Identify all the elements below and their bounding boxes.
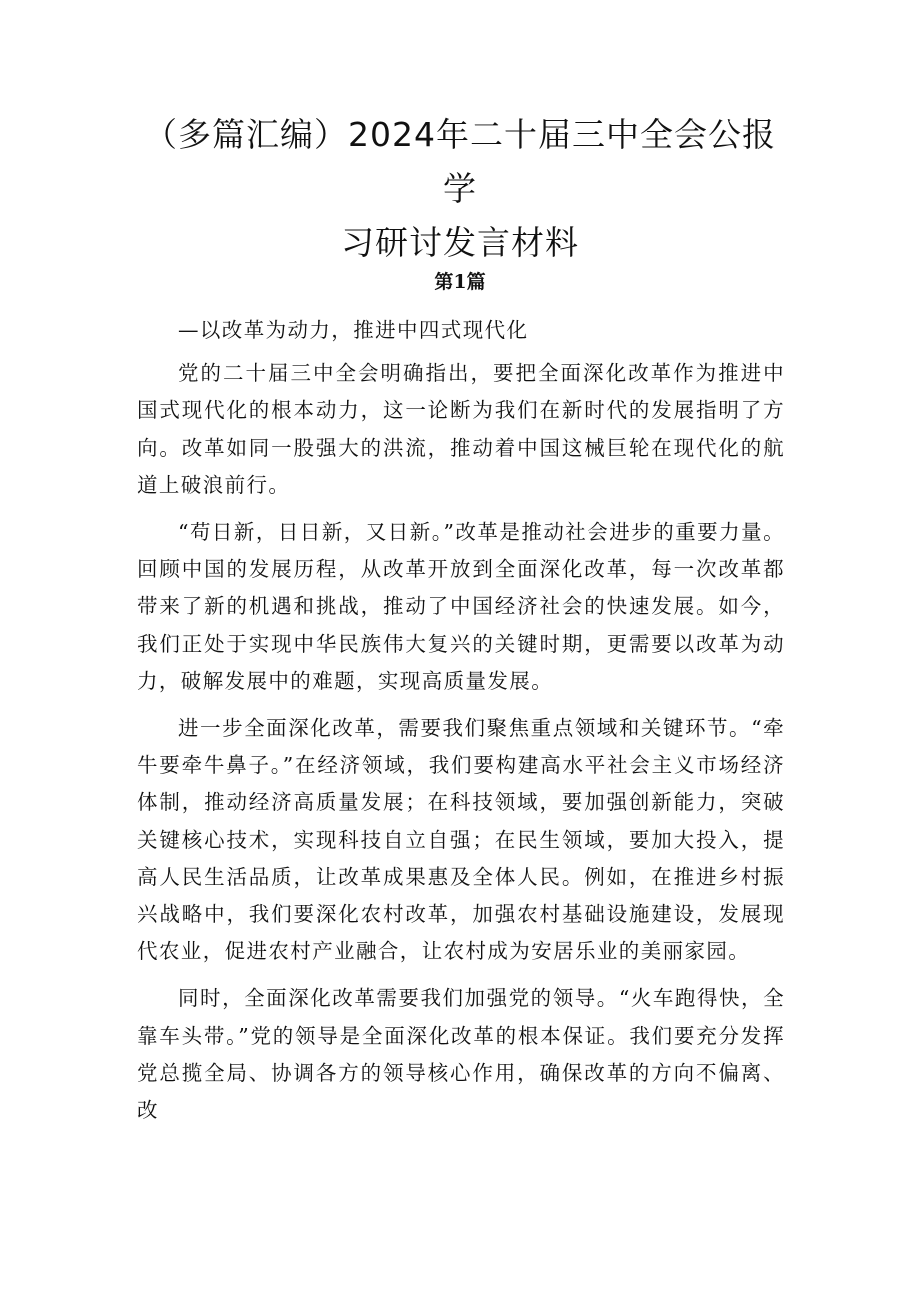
chapter-heading: 第1篇 [434, 271, 486, 293]
body-paragraph-1: 党的二十届三中全会明确指出，要把全面深化改革作为推进中国式现代化的根本动力，这一论断为我们在新时代的发展指明了方向。改革如同一股强大的洪流，推动着中国这械巨轮在现代化的航道上破浪前行。 [137, 361, 785, 497]
section-subtitle: —以改革为动力，推进中四式现代化 [178, 318, 529, 342]
body-paragraph-3: 进一步全面深化改革，需要我们聚焦重点领域和关键环节。“牵牛要牵牛鼻子。”在经济领域，我们要构建高水平社会主义市场经济体制，推动经济高质量发展；在科技领域，要加强创新能力，突破关键核心技术，实现科技自立自强；在民生领域，要加大投入，提高人民生活品质，让改革成果惠及全体人民。例如，在推进乡村振兴战略中，我们要深化农村改革，加强农村基础设施建设，发展现代农业，促进农村产业融合，让农村成为安居乐业的美丽家园。 [137, 716, 785, 964]
body-paragraph-2: “苟日新，日日新，又日新。”改革是推动社会进步的重要力量。回顾中国的发展历程，从改革开放到全面深化改革，每一次改革都带来了新的机遇和挑战，推动了中国经济社会的快速发展。如今，我们正处于实现中华民族伟大复兴的关键时期，更需要以改革为动力，破解发展中的难题，实现高质量发展。 [137, 520, 785, 693]
document-title-line-2: 习研讨发言材料 [341, 223, 579, 262]
document-title [137, 108, 783, 270]
document-title-line-1: （多篇汇编）2024年二十届三中全会公报学 [144, 115, 776, 208]
document-body [137, 312, 785, 1139]
body-paragraph-4: 同时，全面深化改革需要我们加强党的领导。“火车跑得快，全靠车头带。”党的领导是全面深化改革的根本保证。我们要充分发挥党总揽全局、协调各方的领导核心作用，确保改革的方向不偏离、改 [137, 986, 785, 1123]
